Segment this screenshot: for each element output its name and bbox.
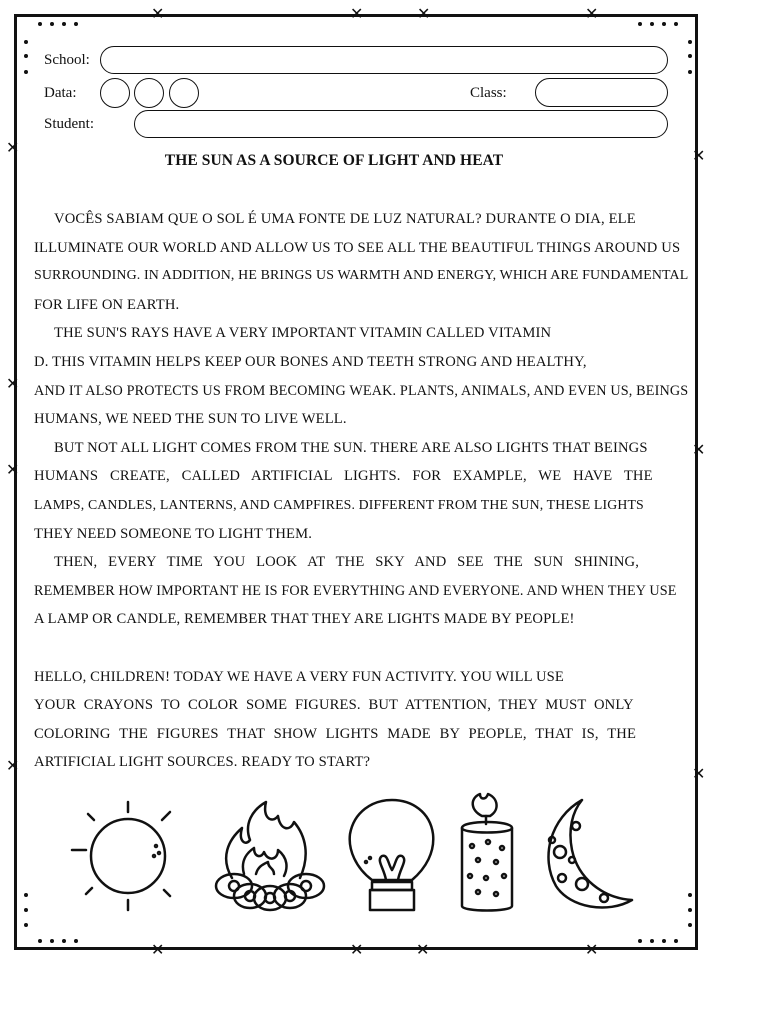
crescent-moon-icon[interactable] <box>538 796 638 912</box>
class-field[interactable] <box>535 78 668 107</box>
student-field[interactable] <box>134 110 668 138</box>
reading-text <box>34 205 766 777</box>
cross-decoration: ✕ <box>6 138 20 157</box>
sun-icon[interactable] <box>66 798 178 914</box>
cross-decoration: ✕ <box>585 4 599 23</box>
cross-decoration: ✕ <box>151 4 165 23</box>
cross-decoration: ✕ <box>6 756 20 775</box>
dot-decoration <box>24 40 28 44</box>
dot-decoration <box>688 54 692 58</box>
date-month-field[interactable] <box>134 78 164 108</box>
dot-decoration <box>50 22 54 26</box>
cross-decoration: ✕ <box>417 4 431 23</box>
date-year-field[interactable] <box>169 78 199 108</box>
student-label: Student: <box>44 116 95 132</box>
cross-decoration: ✕ <box>6 374 20 393</box>
cross-decoration: ✕ <box>585 940 599 959</box>
dot-decoration <box>24 923 28 927</box>
class-label: Class: <box>470 85 507 101</box>
dot-decoration <box>24 54 28 58</box>
dot-decoration <box>62 939 66 943</box>
page-title: THE SUN AS A SOURCE OF LIGHT AND HEAT <box>164 152 504 169</box>
dot-decoration <box>688 893 692 897</box>
dot-decoration <box>662 22 666 26</box>
dot-decoration <box>662 939 666 943</box>
dot-decoration <box>50 939 54 943</box>
dot-decoration <box>674 939 678 943</box>
paragraph: HELLO, CHILDREN! TODAY WE HAVE A VERY FUN ACTIVITY. YOU WILL USE YOUR CRAYONS TO COLOR SOME FIGURES. BUT ATTENTION, THEY MUST ONLY COLORING THE FIGURES THAT SHOW LIGHTS MADE BY PEOPLE, THAT IS, THE ARTIFICIAL LIGHT SOURCES. READY TO START? <box>34 668 637 771</box>
paragraph: VOCÊS SABIAM QUE O SOL É UMA FONTE DE LUZ NATURAL? DURANTE O DIA, ELE ILLUMINATE OUR WORLD AND ALLOW US TO SEE ALL THE BEAUTIFUL THINGS AROUND US SURROUNDING. IN ADDITION, HE BRINGS US WARMTH AND ENERGY, WHICH ARE FUNDAMENTAL FOR LIFE ON EARTH. <box>34 211 689 313</box>
dot-decoration <box>688 40 692 44</box>
dot-decoration <box>38 22 42 26</box>
cross-decoration: ✕ <box>6 460 20 479</box>
paragraph: BUT NOT ALL LIGHT COMES FROM THE SUN. THERE ARE ALSO LIGHTS THAT BEINGS HUMANS CREATE, CALLED ARTIFICIAL LIGHTS. FOR EXAMPLE, WE HAVE THE LAMPS, CANDLES, LANTERNS, AND CAMPFIRES. DIFFERENT FROM THE SUN, THESE LIGHTS THEY NEED SOMEONE TO LIGHT THEM. <box>34 439 653 542</box>
dot-decoration <box>650 939 654 943</box>
dot-decoration <box>650 22 654 26</box>
cross-decoration: ✕ <box>350 940 364 959</box>
campfire-icon[interactable] <box>208 796 332 914</box>
candle-icon[interactable] <box>456 790 518 914</box>
dot-decoration <box>24 70 28 74</box>
light-bulb-icon[interactable] <box>346 798 438 916</box>
dot-decoration <box>638 22 642 26</box>
cross-decoration: ✕ <box>151 940 165 959</box>
paragraph: THE SUN'S RAYS HAVE A VERY IMPORTANT VITAMIN CALLED VITAMIN D. THIS VITAMIN HELPS KEEP OUR BONES AND TEETH STRONG AND HEALTHY, AND IT ALSO PROTECTS US FROM BECOMING WEAK. PLANTS, ANIMALS, AND EVEN US, BEINGS HUMANS, WE NEED THE SUN TO LIVE WELL. <box>34 325 689 428</box>
dot-decoration <box>688 70 692 74</box>
date-day-field[interactable] <box>100 78 130 108</box>
school-label: School: <box>44 52 90 68</box>
dot-decoration <box>38 939 42 943</box>
dot-decoration <box>674 22 678 26</box>
cross-decoration: ✕ <box>416 940 430 959</box>
dot-decoration <box>24 893 28 897</box>
dot-decoration <box>24 908 28 912</box>
cross-decoration: ✕ <box>692 764 706 783</box>
dot-decoration <box>74 939 78 943</box>
dot-decoration <box>638 939 642 943</box>
dot-decoration <box>74 22 78 26</box>
cross-decoration: ✕ <box>692 146 706 165</box>
cross-decoration: ✕ <box>692 440 706 459</box>
paragraph: THEN, EVERY TIME YOU LOOK AT THE SKY AND SEE THE SUN SHINING, REMEMBER HOW IMPORTANT HE IS FOR EVERYTHING AND EVERYONE. AND WHEN THEY USE A LAMP OR CANDLE, REMEMBER THAT THEY ARE LIGHTS MADE BY PEOPLE! <box>34 554 677 628</box>
dot-decoration <box>62 22 66 26</box>
date-label: Data: <box>44 85 77 101</box>
cross-decoration: ✕ <box>350 4 364 23</box>
dot-decoration <box>688 908 692 912</box>
school-field[interactable] <box>100 46 668 74</box>
dot-decoration <box>688 923 692 927</box>
